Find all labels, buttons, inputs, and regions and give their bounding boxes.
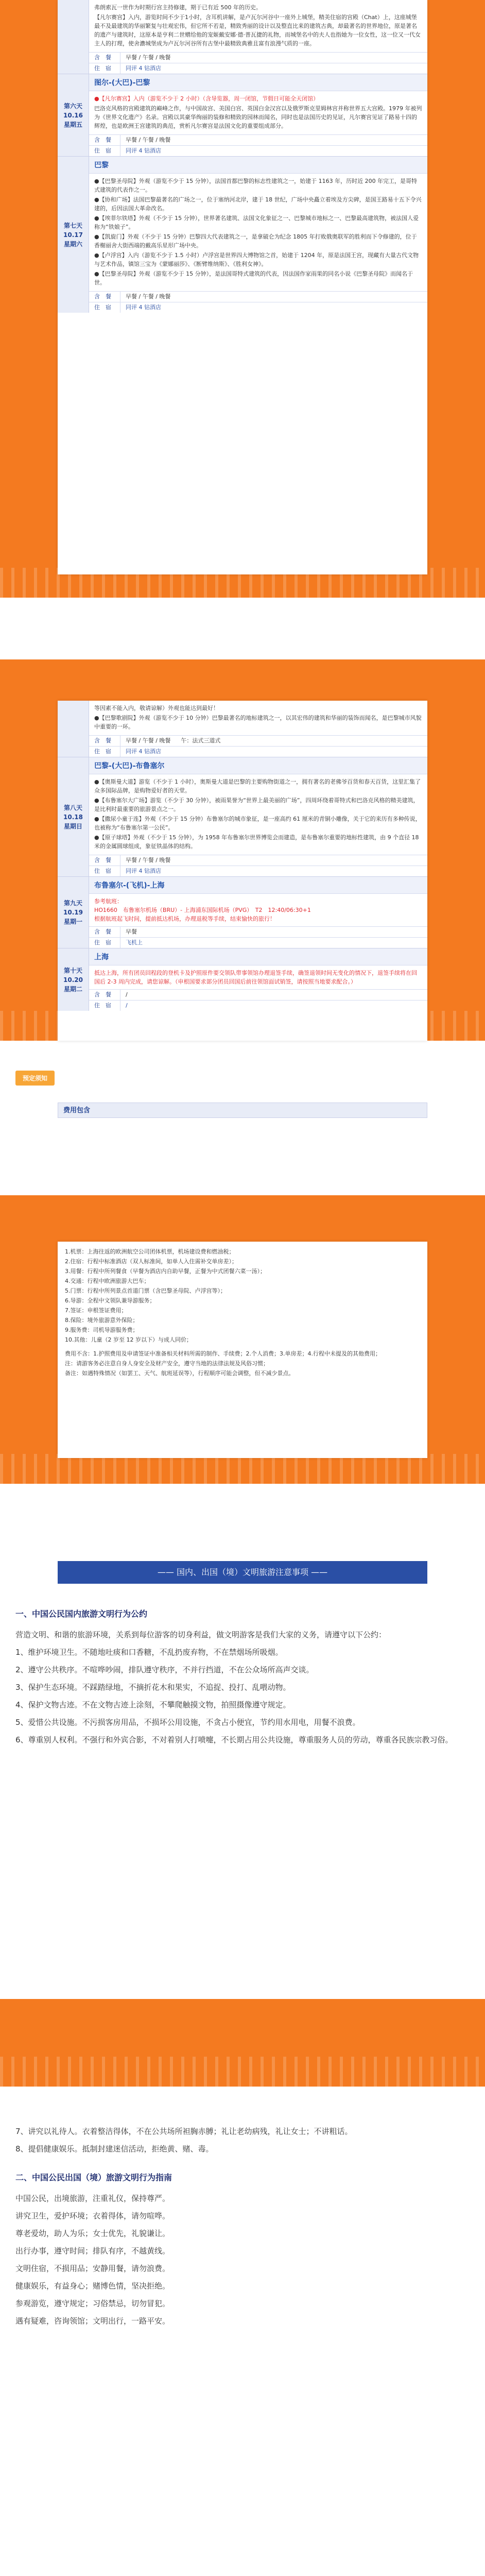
card2-intro: 等因素不能入内，敬请谅解）外观也能达到最好！: [94, 705, 219, 711]
day7-text-1: ●【巴黎圣母院】外观（游览不少于 15 分钟），法国首都巴黎的标志性建筑之一，始建于 1163 年，历时近 200 年完工，是哥特式建筑的代表作之一。: [94, 178, 418, 193]
day10-row: [58, 948, 427, 1011]
day8-text-4: ●【原子球塔】外观（不少于 15 分钟），为 1958 年布鲁塞尔世界博览会而建造，是布鲁塞尔重要的地标性建筑，由 9 个直径 18 米的金属圆球组成，象征铁晶体的结构。: [94, 834, 419, 850]
meal-row: 含 餐 早餐 / 午餐 / 晚餐: [89, 855, 427, 866]
hotel-row: 住 宿 同评 4 钻酒店: [89, 866, 427, 876]
day8-text-2: ●【布鲁塞尔大广场】游览（不少于 30 分钟），被雨果誉为“世界上最美丽的广场”，四周环绕着哥特式和巴洛克风格的精美建筑，是比利时最重要的旅游景点之一。: [94, 797, 419, 812]
fee-item: 1.机票：上海往返的欧洲航空公司团体机票，机场建设费和燃油税；: [65, 1248, 235, 1255]
intro-text-2: 【凡尔赛宫】入内，游览时间不少于1小时，含耳机讲解，是卢瓦尔河谷中一座外上城堡，精美住宿的宫殿（Chat）上，这座城堡最不及最建筑的华丽繁复与壮观宏伟，但它所不若是，精致秀丽的设计以及整直比来的建筑古典，却最著名的世界地位，原是著名的遗产与建筑时，这原本是亨利二世赠给他的宠姬戴安娜·德·普瓦捷的礼物，而城堡名中的夫人也指她为一位女性，这一位又一代女主人的打理，使舍濃城堡成为卢瓦尔河谷所有古堡中最精致典雅且富有浪漫气质的一座。: [94, 14, 421, 47]
flight-note: 根据航班起飞时间，提前抵达机场，办理退税等手续，结束愉快的旅行！: [94, 916, 275, 922]
day7-text-3: ●【埃菲尔铁塔】外观（不少于 15 分钟），世界著名建筑、法国文化象征之一、巴黎城市地标之一、巴黎最高建筑物，被法国人爱称为“铁娘子”。: [94, 215, 419, 230]
meal-row: 含 餐 /: [89, 989, 427, 1000]
day9-label: 第九天 10.19 星期一: [58, 877, 89, 948]
day10-label: 第十天 10.20 星期二: [58, 948, 89, 1011]
fee-item: 注：请游客务必注意自身人身安全及财产安全，遵守当地的法律法规及风俗习惯；: [65, 1360, 269, 1367]
day9-city: 布鲁塞尔-(飞机)-上海: [89, 877, 427, 894]
day8-text-1: ●【奥斯曼大道】游览（不少于 1 小时），奥斯曼大道是巴黎的主要购物街道之一，拥有著名的老佛爷百货和春天百货，这里汇集了众多国际品牌，是购物爱好者的天堂。: [94, 778, 421, 794]
fee-item: 8.保险：境外旅游意外保险；: [65, 1317, 138, 1324]
day7-city: 巴黎: [89, 157, 427, 174]
day8-row: [58, 757, 427, 877]
day6-row: [58, 74, 427, 157]
hotel-row: 住 宿 同评 4 钻酒店: [89, 746, 427, 757]
day10-text: 抵达上海，所有团员回程段的登机卡及护照原件要交领队带事领馆办理退签手续，确签退领时间无变化的情况下，退签手续将在回国后 2-3 周内完成，请您谅解。（申根国要求部分团员回国后前往领馆面试销签，请按照当地要求配合。）: [94, 970, 417, 985]
day6-text-2: 巴洛克风格的宫殿建筑的巅峰之作，与中国故宫、美国白宫、英国白金汉宫以及俄罗斯克里姆林宫并称世界五大宫殿。1979 年被列为《世界文化遗产》名录。宫殿以其豪华绚丽的装修和精致的园林而闻名，同时也是法国历史的见证，凡尔赛宫见证了路易十四的辉煌，也是欧洲王宫建筑的典范，赏析凡尔赛宫是法国文化的重要组成部分。: [94, 105, 422, 129]
hotel-row: 住 宿 同评 4 钻酒店: [89, 302, 427, 313]
hotel-row: 住 宿 同评 4 钻酒店: [89, 145, 427, 156]
civ-part2: 7、讲究以礼待人。衣着整洁得体，不在公共场所袒胸赤膊；礼让老幼病残，礼让女士；不讲粗话。 8、提倡健康娱乐。抵制封建迷信活动，拒绝黄、赌、毒。 二、中国公民出国（境）旅游文明行为指南 中国公民，出境旅游，注重礼仪，保持尊严。 讲究卫生，爱护环境；衣着得体，请勿喧哗。 尊老爱幼，助人为乐；女士优先，礼貌谦让。 出行办事，遵守时间；排队有序，不越黄线。 文明住宿，不损用品；安静用餐，请勿浪费。 健康娱乐，有益身心；赌博色情，坚决拒绝。 参观游览，遵守规定；习俗禁忌，切勿冒犯。 遇有疑难，咨询领馆；文明出行，一路平安。: [15, 2123, 470, 2330]
hotel-row: 住 宿 同评 4 钻酒店: [89, 63, 427, 74]
day10-city: 上海: [89, 948, 427, 965]
day7-text-5: ●【卢浮宫】入内（游览不少于 1.5 小时）卢浮宫是世界四大博物馆之首，始建于 1204 年，原是法国王宫，现藏有大量古代文物与艺术作品，镇馆三宝为《蒙娜丽莎》、《断臂维纳斯》、《胜利女神》。: [94, 252, 419, 267]
fee-item: 7.签证：申根签证费用；: [65, 1307, 127, 1314]
day6-city: 图尔-(大巴)-巴黎: [89, 74, 427, 91]
hotel-row: 住 宿 飞机上: [89, 937, 427, 948]
civ-heading-2: 二、中国公民出国（境）旅游文明行为指南: [15, 2173, 172, 2182]
day-prev-row: [58, 0, 427, 74]
intro-text-1: 弗朗索瓦一世作为时期行宫主持修建，期于已有近 500 年的历史。: [94, 4, 262, 11]
day7-label: 第七天 10.17 星期六: [58, 157, 89, 313]
fee-list: [58, 1242, 427, 1383]
day8-text-3: ●【撒尿小童于连】外观（不少于 15 分钟）布鲁塞尔的城市象征，是一座高约 61 厘米的青铜小雕像，关于它的来历有多种传说，也被称为“布鲁塞尔第一公民”。: [94, 816, 421, 831]
meal-row: 含 餐 早餐: [89, 926, 427, 937]
day6-label: 第六天 10.16 星期五: [58, 74, 89, 156]
itinerary-card-1: [58, 0, 427, 574]
fee-item: 3.用餐：行程中所列餐食（早餐为酒店内自助早餐，正餐为中式团餐六菜一汤）；: [65, 1268, 266, 1275]
booking-notice-tag[interactable]: 预定须知: [15, 1071, 55, 1086]
flight-info: HO1660 布鲁塞尔机场（BRU）- 上海浦东国际机场（PVG） T2 12:40/06:30+1: [94, 907, 311, 913]
fee-includes-bar: 费用包含: [58, 1103, 427, 1118]
day7-text-2: ●【协和广场】法国巴黎最著名的广场之一，位于塞纳河北岸，建于 18 世纪，广场中央矗立着埃及方尖碑，是国王路易十五下令兴建的，后因法国大革命改名。: [94, 196, 422, 212]
day7-text-6: ●【巴黎圣母院】外观（游览不少于 15 分钟），是法国哥特式建筑的代表，因法国作家雨果的同名小说《巴黎圣母院》而闻名于世。: [94, 270, 413, 286]
civ-part1: 一、中国公民国内旅游文明行为公约 营造文明、和谐的旅游环境，关系到每位游客的切身利益，做文明游客是我们大家的义务，请遵守以下公约： 1、维护环境卫生。不随地吐痰和口香糖，不乱扔废弃物，不在禁烟场所吸烟。 2、遵守公共秩序。不喧哗吵闹，排队遵守秩序，不并行挡道，不在公众场所高声交谈。 3、保护生态环境。不踩踏绿地，不摘折花木和果实，不追捉、投打、乱喂动物。 4、保护文物古迹。不在文物古迹上涂刻，不攀爬触摸文物，拍照摄像遵守规定。 5、爱惜公共设施。不污损客房用品，不损坏公用设施，不贪占小便宜，节约用水用电，用餐不浪费。 6、尊重别人权利。不强行和外宾合影，不对着别人打喷嚏，不长期占用公共设施，尊重服务人员的劳动，尊重各民族宗教习俗。: [15, 1602, 470, 1749]
fee-item: 6.导游：全程中文领队兼导游服务；: [65, 1297, 155, 1304]
card2-intro-2: ●【巴黎歌剧院】外观（游览不少于 10 分钟）巴黎最著名的地标建筑之一，以其宏伟的建筑和华丽的装饰而闻名，是巴黎城市风貌中重要的一环。: [94, 715, 422, 730]
day8-label: 第八天 10.18 星期日: [58, 757, 89, 876]
fee-item: 费用不含：1.护照费用及申请签证中准备相关材料所需的制作、手续费；2.个人消费；3.单房差；4.行程中未提及的其他费用；: [65, 1350, 381, 1357]
hotel-row: 住 宿 /: [89, 1000, 427, 1011]
meal-row: 含 餐 早餐 / 午餐 / 晚餐 午：法式三道式: [89, 735, 427, 746]
civ-heading-1: 一、中国公民国内旅游文明行为公约: [15, 1609, 148, 1619]
civ-header: —— 国内、出国（境）文明旅游注意事项 ——: [58, 1561, 427, 1584]
meal-row: 含 餐 早餐 / 午餐 / 晚餐: [89, 52, 427, 63]
meal-row: 含 餐 早餐 / 午餐 / 晚餐: [89, 134, 427, 145]
itinerary-card-2: [58, 701, 427, 1041]
fee-item: 2.住宿：行程中标准酒店（双人标准间，如单人入住需补交单房差）；: [65, 1258, 237, 1265]
day8-city: 巴黎-(大巴)-布鲁塞尔: [89, 757, 427, 774]
day6-text-1: ●【凡尔赛宫】入内（游览不少于 2 小时）（含导览器，周一闭馆，节假日可能全天闭馆）: [94, 95, 319, 102]
fee-item: 备注：如遇特殊情况（如罢工、天气、航班延误等），行程顺序可能会调整，但不减少景点。: [65, 1370, 295, 1377]
day7-text-4: ●【凯旋门】外观（不少于 15 分钟）巴黎四大代表建筑之一，是拿破仑为纪念 1805 年打败俄奥联军的胜利而下令修建的，位于香榭丽舍大街西端的戴高乐星形广场中央。: [94, 233, 417, 249]
fee-item: 9.服务费：司机导游服务费；: [65, 1327, 138, 1333]
flight-ref-label: 参考航班：: [94, 898, 123, 905]
band-4: [0, 1999, 485, 2087]
fee-item: 5.门票：行程中所列景点首道门票（含巴黎圣母院、卢浮宫等）；: [65, 1287, 226, 1294]
meal-row: 含 餐 早餐 / 午餐 / 晚餐: [89, 291, 427, 302]
fee-card: [58, 1242, 427, 1458]
day7-row: [58, 157, 427, 313]
fee-item: 10.其他：儿童（2 岁至 12 岁以下）与成人同价；: [65, 1336, 192, 1343]
fee-item: 4.交通：行程中欧洲旅游大巴车；: [65, 1278, 150, 1284]
day9-row: [58, 877, 427, 948]
